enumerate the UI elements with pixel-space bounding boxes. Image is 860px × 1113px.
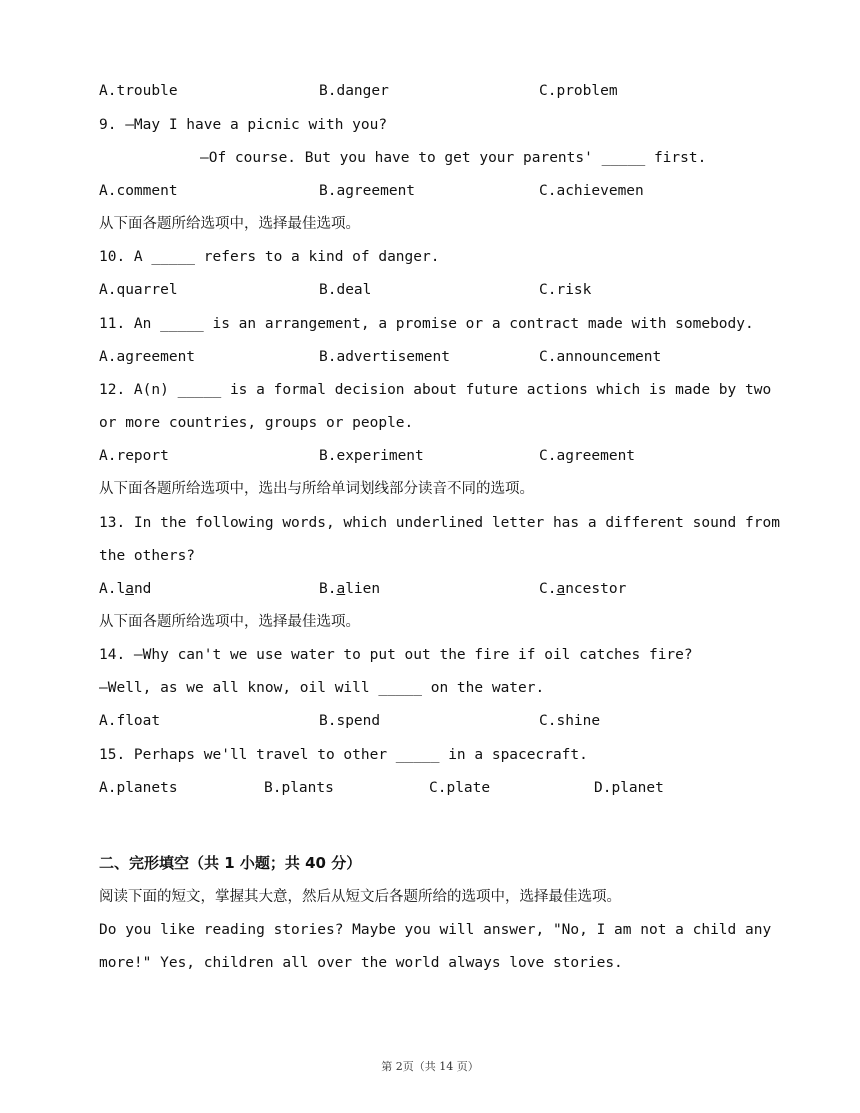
question-11: 11. An _____ is an arrangement, a promise or a contract made with somebody. <box>99 316 754 332</box>
question-10-option-c: C.risk <box>539 282 592 298</box>
question-10-option-b: B.deal <box>319 282 372 298</box>
instruction-pronunciation: 从下面各题所给选项中，选出与所给单词划线部分读音不同的选项。 <box>99 481 534 497</box>
question-13-line2: the others? <box>99 548 196 564</box>
question-12-line1: 12. A(n) _____ is a formal decision about future actions which is made by two <box>99 382 772 398</box>
question-12-option-b: B.experiment <box>319 448 424 464</box>
passage-line2: more!" Yes, children all over the world always love stories. <box>99 955 623 971</box>
question-12-line2: or more countries, groups or people. <box>99 415 414 431</box>
question-15-option-b: B.plants <box>264 780 334 796</box>
question-10: 10. A _____ refers to a kind of danger. <box>99 249 440 265</box>
instruction-choose-best: 从下面各题所给选项中，选择最佳选项。 <box>99 216 360 232</box>
question-9-option-c: C.achievemen <box>539 183 644 199</box>
page-footer: 第 2页（共 14 页） <box>381 1060 479 1073</box>
question-10-option-a: A.quarrel <box>99 282 178 298</box>
question-12-option-a: A.report <box>99 448 169 464</box>
question-14-option-b: B.spend <box>319 713 381 729</box>
option-b-danger: B.danger <box>319 83 389 99</box>
question-13-option-b: B.alien <box>319 581 381 597</box>
question-15-option-a: A.planets <box>99 780 178 796</box>
question-14-line1: 14. —Why can't we use water to put out the fire if oil catches fire? <box>99 647 693 663</box>
question-11-option-b: B.advertisement <box>319 349 450 365</box>
question-11-option-a: A.agreement <box>99 349 196 365</box>
question-13-option-a: A.land <box>99 581 152 597</box>
question-11-option-c: C.announcement <box>539 349 662 365</box>
question-13-line1: 13. In the following words, which underlined letter has a different sound from <box>99 515 780 531</box>
question-14-option-a: A.float <box>99 713 161 729</box>
section-instruction: 阅读下面的短文，掌握其大意，然后从短文后各题所给的选项中，选择最佳选项。 <box>99 889 621 905</box>
question-14-option-c: C.shine <box>539 713 601 729</box>
question-15-option-c: C.plate <box>429 780 491 796</box>
question-15-option-d: D.planet <box>594 780 664 796</box>
question-9-option-b: B.agreement <box>319 183 416 199</box>
section-heading-cloze: 二、完形填空（共 1 小题；共 40 分） <box>99 854 362 872</box>
question-12-option-c: C.agreement <box>539 448 636 464</box>
question-9-option-a: A.comment <box>99 183 178 199</box>
passage-line1: Do you like reading stories? Maybe you will answer, "No, I am not a child any <box>99 922 772 938</box>
option-a-trouble: A.trouble <box>99 83 178 99</box>
question-9-line1: 9. —May I have a picnic with you? <box>99 117 388 133</box>
instruction-choose-best-2: 从下面各题所给选项中，选择最佳选项。 <box>99 614 360 630</box>
question-15: 15. Perhaps we'll travel to other _____ in a spacecraft. <box>99 747 588 763</box>
question-14-line2: —Well, as we all know, oil will _____ on the water. <box>99 680 545 696</box>
question-13-option-c: C.ancestor <box>539 581 627 597</box>
option-c-problem: C.problem <box>539 83 618 99</box>
question-9-line2: —Of course. But you have to get your parents' _____ first. <box>200 150 707 166</box>
